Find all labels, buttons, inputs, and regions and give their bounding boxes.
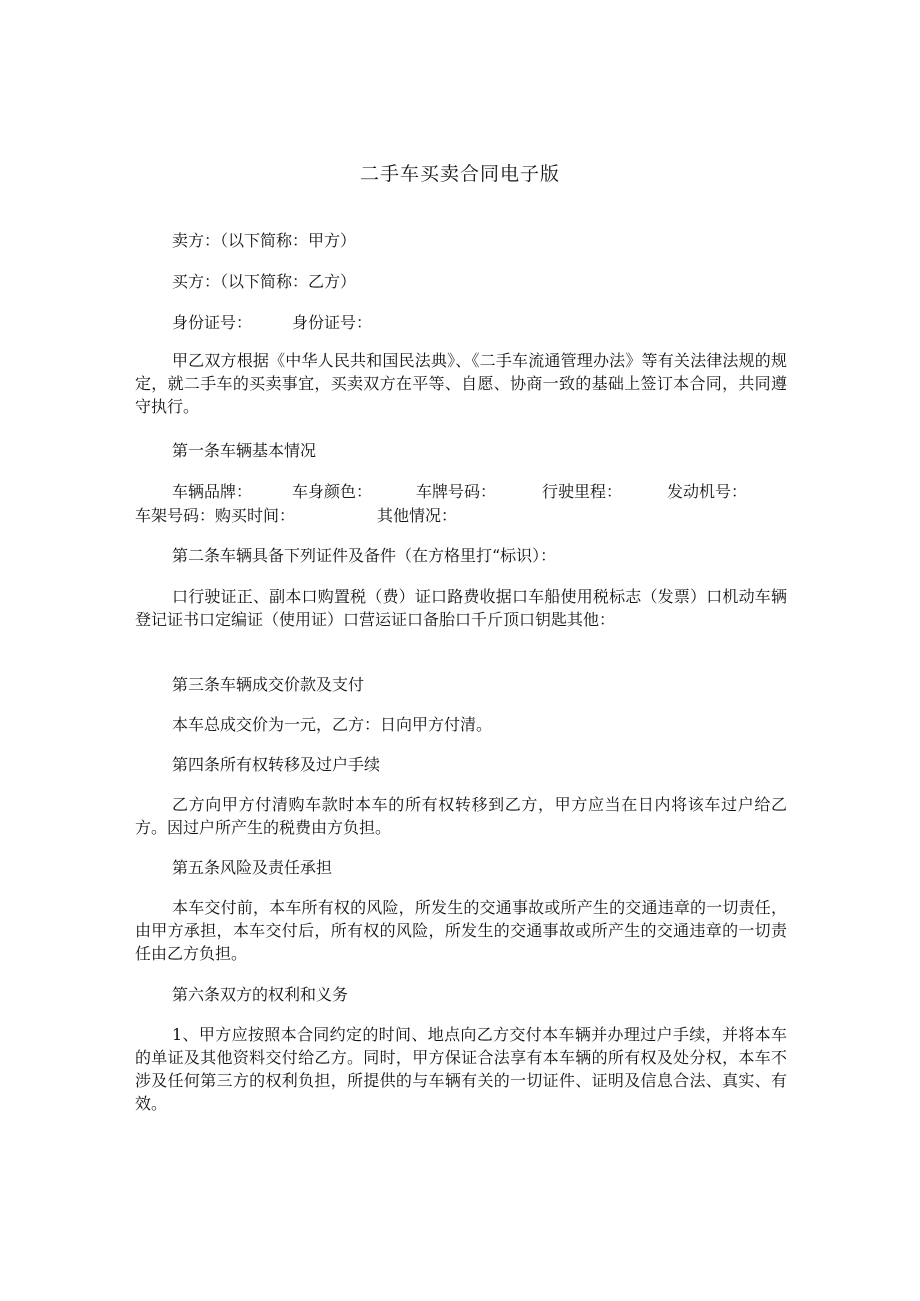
article6-item1: 1、甲方应按照本合同约定的时间、地点向乙方交付本车辆并办理过户手续，并将本车的单证及其他资料交付给乙方。同时，甲方保证合法享有本车辆的所有权及处分权，本车不涉及任何第三方的权利负担，所提供的与车辆有关的一切证件、证明及信息合法、真实、有效。: [135, 1025, 787, 1113]
article3-body: 本车总成交价为一元，乙方：日向甲方付清。: [172, 715, 493, 734]
article2-items: 口行驶证正、副本口购置税（费）证口路费收据口车船使用税标志（发票）口机动车辆登记证书口定编证（使用证）口营运证口备胎口千斤顶口钥匙其他：: [135, 587, 787, 629]
buyer-line: 买方：（以下简称：乙方）: [172, 272, 357, 291]
seller-line: 卖方：（以下简称：甲方）: [172, 231, 357, 250]
field-brand: 车辆品牌：: [172, 482, 253, 501]
field-plate: 车牌号码：: [416, 482, 497, 501]
buyer-id-label: 身份证号：: [292, 313, 373, 332]
article2-heading: 第二条车辆具备下列证件及备件（在方格里打“标识）：: [172, 546, 557, 565]
intro-paragraph: 甲乙双方根据《中华人民共和国民法典》、《二手车流通管理办法》等有关法律法规的规定，就二手车的买卖事宜，买卖双方在平等、自愿、协商一致的基础上签订本合同，共同遵守执行。: [135, 351, 787, 416]
field-purchase-time: 购买时间：: [215, 506, 296, 525]
seller-id-label: 身份证号：: [172, 313, 253, 332]
field-color: 车身颜色：: [292, 482, 373, 501]
article4-heading: 第四条所有权转移及过户手续: [172, 755, 381, 774]
article4-body: 乙方向甲方付清购车款时本车的所有权转移到乙方，甲方应当在日内将该车过户给乙方。因过户所产生的税费由方负担。: [135, 795, 787, 837]
article5-heading: 第五条风险及责任承担: [172, 858, 333, 877]
field-mileage: 行驶里程：: [542, 482, 623, 501]
article3-heading: 第三条车辆成交价款及支付: [172, 675, 365, 694]
article5-body: 本车交付前，本车所有权的风险，所发生的交通事故或所产生的交通违章的一切责任，由甲方承担，本车交付后，所有权的风险，所发生的交通事故或所产生的交通违章的一切责任由乙方负担。: [135, 898, 787, 963]
article1-heading: 第一条车辆基本情况: [172, 441, 317, 460]
article6-heading: 第六条双方的权利和义务: [172, 985, 349, 1004]
field-other: 其他情况：: [377, 506, 458, 525]
field-vin: 车架号码：: [135, 506, 216, 525]
page-title: 二手车买卖合同电子版: [359, 163, 560, 185]
field-engine: 发动机号：: [667, 482, 748, 501]
